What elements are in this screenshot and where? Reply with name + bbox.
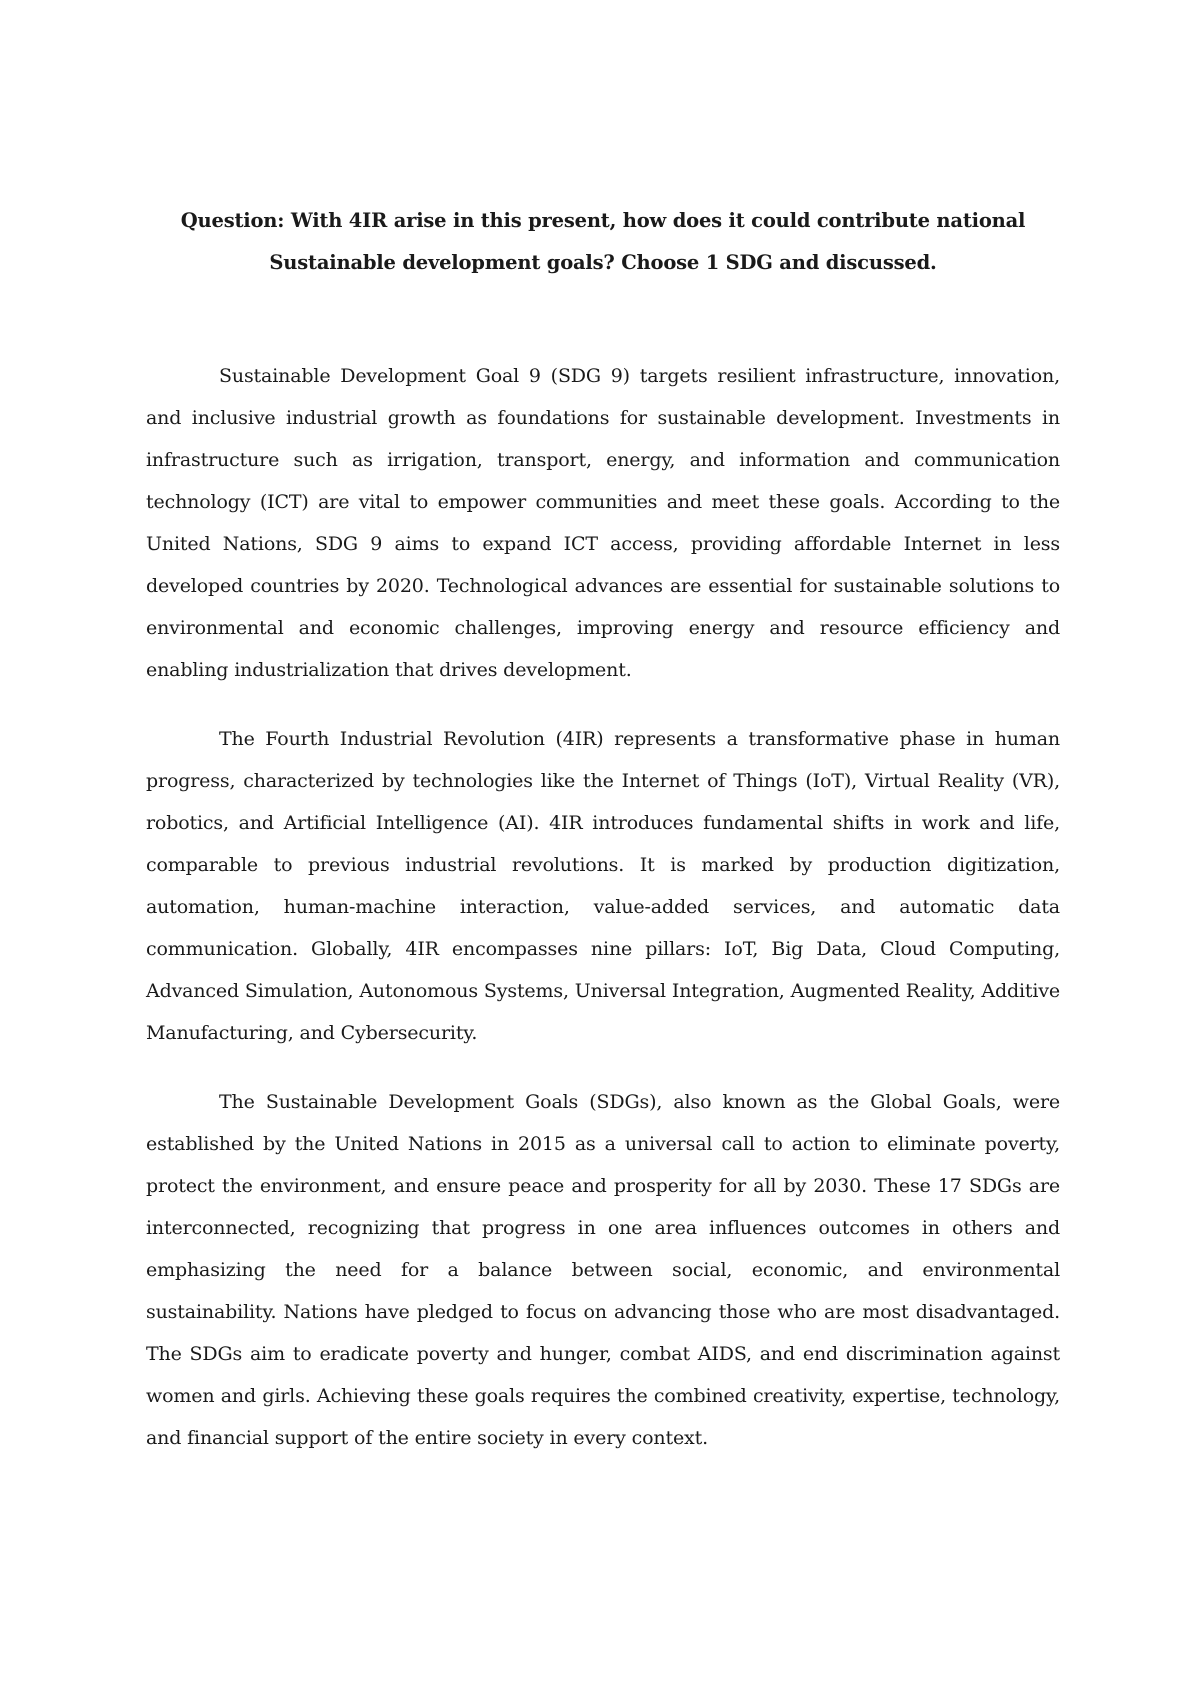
question-line-2: Sustainable development goals? Choose 1 SDG and discussed.	[269, 251, 937, 274]
paragraph-4ir: The Fourth Industrial Revolution (4IR) represents a transformative phase in human progress, characterized by technologies like the Internet of Things (IoT), Virtual Reality (VR), robotics, and Artificial Intelligence (AI). 4IR introduces fundamental shifts in work and life, comparable to previous industrial revolutions. It is marked by production digitization, automation, human-machine interaction, value-added services, and automatic data communication. Globally, 4IR encompasses nine pillars: IoT, Big Data, Cloud Computing, Advanced Simulation, Autonomous Systems, Universal Integration, Augmented Reality, Additive Manufacturing, and Cybersecurity.	[146, 728, 1060, 1044]
question-heading	[146, 200, 1060, 284]
document-body	[146, 355, 1060, 1486]
paragraph-sdg9: Sustainable Development Goal 9 (SDG 9) targets resilient infrastructure, innovation, and inclusive industrial growth as foundations for sustainable development. Investments in infrastructure such as irrigation, transport, energy, and information and communication technology (ICT) are vital to empower communities and meet these goals. According to the United Nations, SDG 9 aims to expand ICT access, providing affordable Internet in less developed countries by 2020. Technological advances are essential for sustainable solutions to environmental and economic challenges, improving energy and resource efficiency and enabling industrialization that drives development.	[146, 365, 1060, 681]
question-line-1: Question: With 4IR arise in this present, how does it could contribute national	[180, 209, 1026, 232]
paragraph-sdgs: The Sustainable Development Goals (SDGs), also known as the Global Goals, were established by the United Nations in 2015 as a universal call to action to eliminate poverty, protect the environment, and ensure peace and prosperity for all by 2030. These 17 SDGs are interconnected, recognizing that progress in one area influences outcomes in others and emphasizing the need for a balance between social, economic, and environmental sustainability. Nations have pledged to focus on advancing those who are most disadvantaged. The SDGs aim to eradicate poverty and hunger, combat AIDS, and end discrimination against women and girls. Achieving these goals requires the combined creativity, expertise, technology, and financial support of the entire society in every context.	[146, 1091, 1060, 1449]
